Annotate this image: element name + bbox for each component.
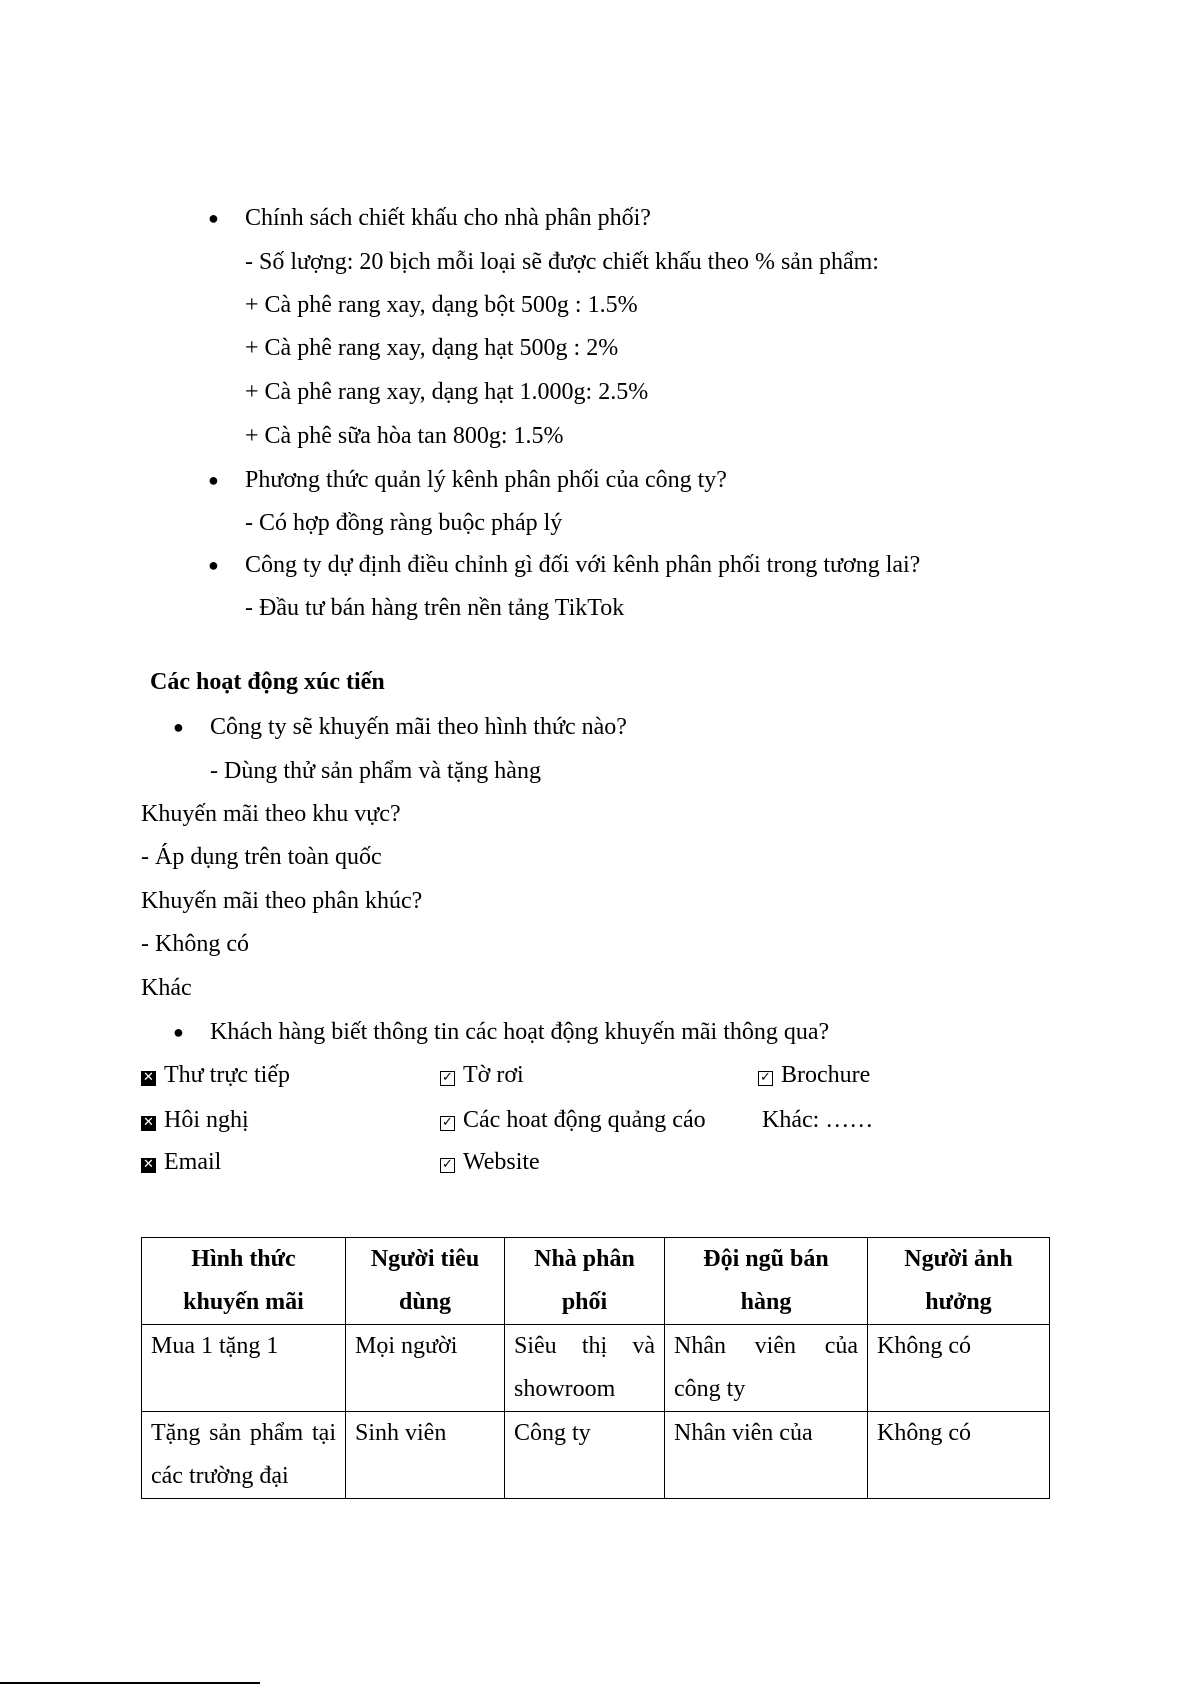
other-option: Khác: …… — [762, 1107, 874, 1133]
answer-line: + Cà phê sữa hòa tan 800g: 1.5% — [245, 423, 564, 449]
answer-line: + Cà phê rang xay, dạng hạt 500g : 2% — [245, 335, 619, 361]
answer-line: + Cà phê rang xay, dạng hạt 1.000g: 2.5% — [245, 379, 649, 405]
question: Chính sách chiết khấu cho nhà phân phối? — [245, 205, 651, 231]
checkbox-label: Các hoat động quảng cáo — [463, 1107, 706, 1133]
bullet-icon: ● — [208, 555, 219, 575]
header-cell: Nhà phân phối — [505, 1238, 665, 1325]
checkbox-label: Tờ rơi — [463, 1062, 524, 1088]
question: Công ty dự định điều chỉnh gì đối với kênh phân phối trong tương lai? — [245, 552, 921, 578]
table-row — [142, 1325, 1050, 1412]
bullet-icon: ● — [208, 470, 219, 490]
checkbox-label: Brochure — [781, 1062, 871, 1088]
answer-line: - Dùng thử sản phẩm và tặng hàng — [210, 758, 541, 784]
header-cell: Người tiêu dùng — [346, 1238, 505, 1325]
checkbox-label: Hôi nghị — [164, 1107, 249, 1133]
header-cell: Người ảnh hưởng — [868, 1238, 1050, 1325]
footnote-separator — [0, 1682, 260, 1684]
other-label: Khác — [141, 975, 192, 1001]
table-cell: Công ty — [505, 1412, 665, 1499]
question: Khuyến mãi theo phân khúc? — [141, 888, 423, 914]
question: Khách hàng biết thông tin các hoạt động khuyến mãi thông qua? — [210, 1019, 830, 1045]
answer-line: - Áp dụng trên toàn quốc — [141, 844, 382, 870]
bullet-icon: ● — [208, 208, 219, 228]
checkbox-direct-mail[interactable] — [141, 1061, 290, 1089]
checkbox-label: Thư trực tiếp — [164, 1062, 290, 1088]
x-box-icon: ✕ — [141, 1071, 156, 1086]
answer-line: - Không có — [141, 931, 249, 957]
answer-line: + Cà phê rang xay, dạng bột 500g : 1.5% — [245, 292, 638, 318]
table-cell: Nhân viên của công ty — [665, 1325, 868, 1412]
table-cell: Không có — [868, 1412, 1050, 1499]
checkmark-box-icon: ✓ — [440, 1071, 455, 1086]
checkmark-box-icon: ✓ — [758, 1071, 773, 1086]
question: Công ty sẽ khuyến mãi theo hình thức nào? — [210, 714, 627, 740]
checkbox-brochure[interactable] — [758, 1061, 870, 1089]
table-cell: Mọi người — [346, 1325, 505, 1412]
bullet-icon: ● — [173, 717, 184, 737]
answer-line: - Có hợp đồng ràng buộc pháp lý — [245, 510, 563, 536]
table-cell: Tặng sản phẩm tại các trường đại — [142, 1412, 346, 1499]
bullet-icon: ● — [173, 1022, 184, 1042]
header-cell: Hình thức khuyến mãi — [142, 1238, 346, 1325]
checkbox-flyer[interactable] — [440, 1061, 524, 1089]
table-cell: Sinh viên — [346, 1412, 505, 1499]
checkbox-website[interactable] — [440, 1148, 540, 1176]
table-header-row — [142, 1238, 1050, 1325]
table-cell: Siêu thị và showroom — [505, 1325, 665, 1412]
checkbox-label: Website — [463, 1149, 540, 1175]
answer-line: - Đầu tư bán hàng trên nền tảng TikTok — [245, 595, 625, 621]
checkbox-conference[interactable] — [141, 1106, 249, 1134]
table-cell: Nhân viên của — [665, 1412, 868, 1499]
promotion-table — [141, 1237, 1050, 1499]
header-cell: Đội ngũ bán hàng — [665, 1238, 868, 1325]
checkmark-box-icon: ✓ — [440, 1158, 455, 1173]
table-cell: Mua 1 tặng 1 — [142, 1325, 346, 1412]
table-row — [142, 1412, 1050, 1499]
checkbox-advertising[interactable] — [440, 1106, 706, 1134]
question: Phương thức quản lý kênh phân phối của công ty? — [245, 467, 727, 493]
checkbox-email[interactable] — [141, 1148, 221, 1176]
x-box-icon: ✕ — [141, 1116, 156, 1131]
checkbox-label: Email — [164, 1149, 222, 1175]
checkmark-box-icon: ✓ — [440, 1116, 455, 1131]
table-cell: Không có — [868, 1325, 1050, 1412]
x-box-icon: ✕ — [141, 1158, 156, 1173]
section-heading: Các hoạt động xúc tiến — [150, 669, 385, 695]
question: Khuyến mãi theo khu vực? — [141, 801, 401, 827]
answer-line: - Số lượng: 20 bịch mỗi loại sẽ được chiết khấu theo % sản phẩm: — [245, 249, 879, 275]
